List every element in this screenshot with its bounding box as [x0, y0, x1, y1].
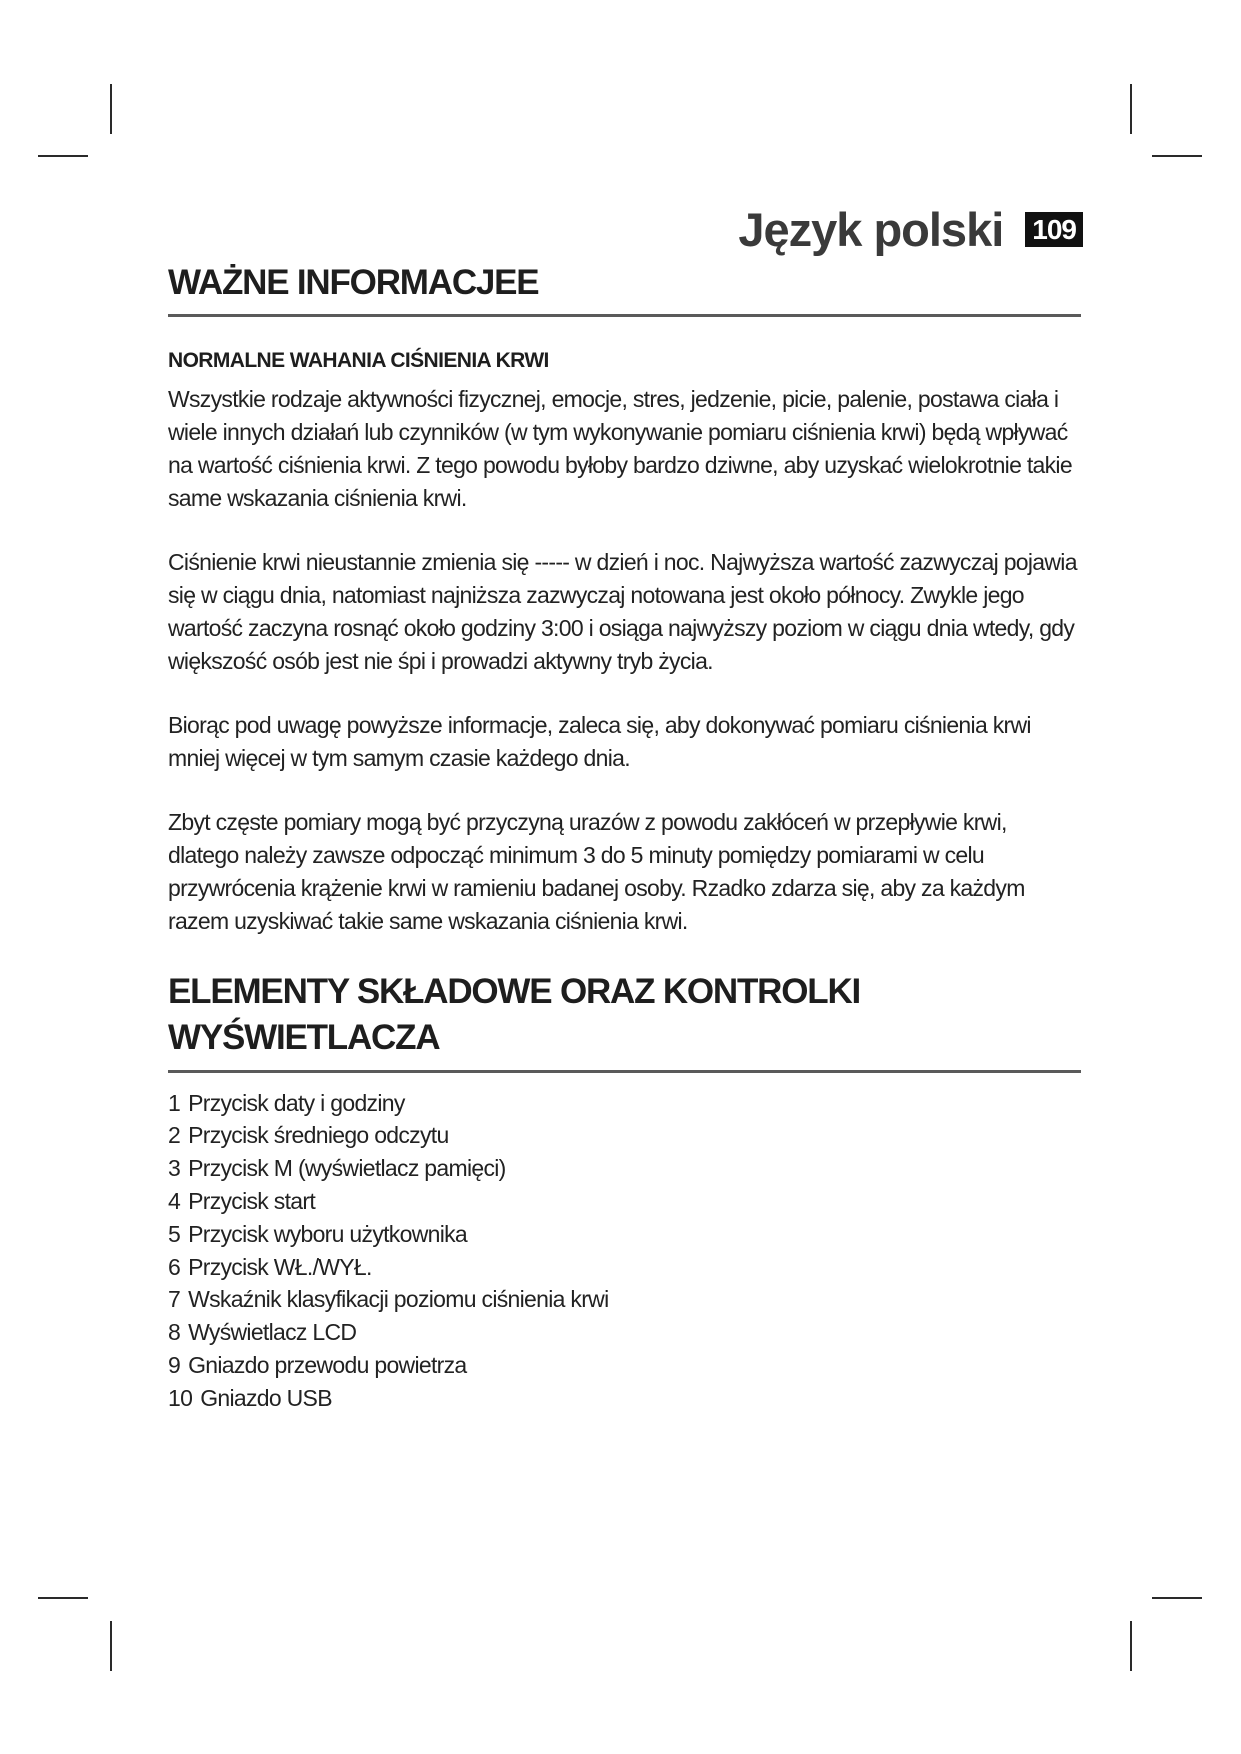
section-title-components: ELEMENTY SKŁADOWE ORAZ KONTROLKI WYŚWIETLACZA [168, 969, 1081, 1072]
list-item: 10 Gniazdo USB [168, 1384, 332, 1411]
paragraph: Zbyt częste pomiary mogą być przyczyną urazów z powodu zakłóceń w przepływie krwi, dlatego należy zawsze odpocząć minimum 3 do 5 minuty pomiędzy pomiarami w celu przywrócenia krążenie krwi w ramieniu badanej osoby. Rzadko zdarza się, aby za każdym razem uzyskiwać takie same wskazania ciśnienia krwi. [168, 809, 1025, 935]
paragraph: Wszystkie rodzaje aktywności fizycznej, emocje, stres, jedzenie, picie, palenie, postawa ciała i wiele innych działań lub czynników (w tym wykonywanie pomiaru ciśnienia krwi) będą wpływać na wartość ciśnienia krwi. Z tego powodu byłoby bardzo dziwne, aby uzyskać wielokrotnie takie same wskazania ciśnienia krwi. [168, 386, 1072, 512]
subsection-title-blood-pressure: NORMALNE WAHANIA CIŚNIENIA KRWI [168, 349, 549, 373]
crop-mark-bottom-right-vertical [1130, 1621, 1132, 1671]
crop-mark-bottom-left-horizontal [38, 1597, 88, 1599]
crop-mark-top-left-vertical [110, 84, 112, 134]
list-item: 1 Przycisk daty i godziny [168, 1089, 405, 1116]
list-item: 5 Przycisk wyboru użytkownika [168, 1220, 468, 1247]
crop-mark-top-right-horizontal [1152, 155, 1202, 157]
list-item: 8 Wyświetlacz LCD [168, 1319, 357, 1346]
crop-mark-top-left-horizontal [38, 155, 88, 157]
list-item: 9 Gniazdo przewodu powietrza [168, 1351, 467, 1378]
list-item: 7 Wskaźnik klasyfikacji poziomu ciśnienia krwi [168, 1286, 609, 1313]
section-title-important-info: WAŻNE INFORMACJEE [168, 260, 1081, 317]
list-item: 4 Przycisk start [168, 1187, 316, 1214]
crop-mark-bottom-right-horizontal [1152, 1597, 1202, 1599]
paragraph: Ciśnienie krwi nieustannie zmienia się ----- w dzień i noc. Najwyższa wartość zazwyczaj pojawia się w ciągu dnia, natomiast najniższa zazwyczaj notowana jest około północy. Zwykle jego wartość zaczyna rosnąć około godziny 3:00 i osiąga najwyższy poziom w ciągu dnia wtedy, gdy większość osób jest nie śpi i prowadzi aktywny tryb życia. [168, 549, 1077, 675]
page-header [738, 203, 1083, 256]
language-title: Język polski [738, 203, 1004, 256]
paragraph: Biorąc pod uwagę powyższe informacje, zaleca się, aby dokonywać pomiaru ciśnienia krwi mniej więcej w tym samym czasie każdego dnia. [168, 712, 1031, 772]
list-item: 3 Przycisk M (wyświetlacz pamięci) [168, 1155, 506, 1182]
page-content [168, 260, 1081, 1415]
crop-mark-bottom-left-vertical [110, 1621, 112, 1671]
page-number-badge: 109 [1025, 212, 1083, 247]
list-item: 6 Przycisk WŁ./WYŁ. [168, 1253, 372, 1280]
list-item: 2 Przycisk średniego odczytu [168, 1122, 449, 1149]
crop-mark-top-right-vertical [1130, 84, 1132, 134]
components-list [168, 1087, 1081, 1415]
